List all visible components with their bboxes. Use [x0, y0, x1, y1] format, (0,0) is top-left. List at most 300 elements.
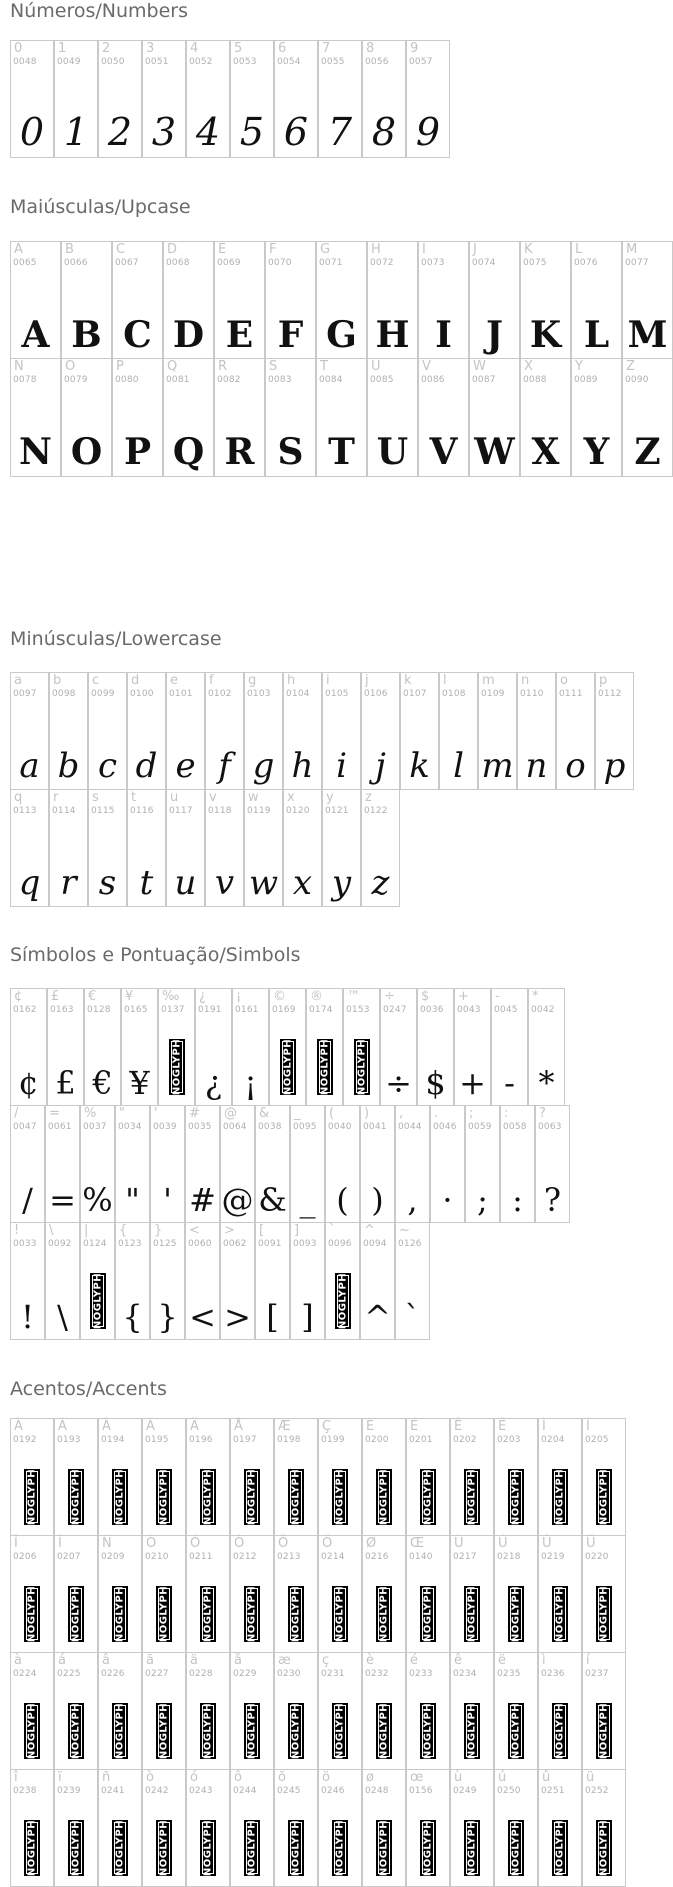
glyph-cell [343, 988, 380, 1106]
glyph-cell [265, 358, 316, 477]
glyph-cell [362, 1535, 406, 1653]
glyph-preview: 3 [151, 110, 177, 154]
character-label: w [248, 790, 259, 805]
glyph-cell [10, 1652, 54, 1770]
noglyph-icon [552, 1703, 568, 1759]
glyph-cell [318, 1769, 362, 1887]
character-label: ç [322, 1653, 330, 1668]
noglyph-text: NOGLYPH [466, 1585, 478, 1643]
section-title: Símbolos e Pontuação/Simbols [10, 944, 301, 966]
character-code: 0126 [398, 1239, 422, 1249]
character-code: 0242 [145, 1786, 169, 1796]
glyph-cell [214, 241, 265, 360]
character-code: 0068 [166, 258, 190, 268]
character-label: N [14, 359, 24, 374]
character-label: a [14, 673, 22, 688]
character-label: À [14, 1419, 23, 1434]
character-label: | [84, 1223, 89, 1238]
glyph-cell [244, 672, 283, 790]
glyph-cell [538, 1535, 582, 1653]
noglyph-text: NOGLYPH [356, 1038, 367, 1096]
glyph-cell [454, 988, 491, 1106]
character-code: 0194 [101, 1435, 125, 1445]
glyph-preview: € [92, 1064, 113, 1102]
glyph-cell [186, 40, 230, 158]
character-code: 0200 [365, 1435, 389, 1445]
character-label: ! [14, 1223, 20, 1238]
noglyph-icon [508, 1469, 524, 1525]
glyph-cell [142, 1418, 186, 1536]
noglyph-icon [244, 1469, 260, 1525]
glyph-cell [274, 1652, 318, 1770]
noglyph-text: NOGLYPH [290, 1585, 302, 1643]
glyph-preview: L [583, 314, 610, 356]
character-label: ê [454, 1653, 462, 1668]
glyph-preview: 6 [283, 110, 309, 154]
glyph-cell [478, 672, 517, 790]
character-label: Î [14, 1536, 18, 1551]
glyph-cell [469, 241, 520, 360]
character-code: 0059 [468, 1122, 492, 1132]
character-label: \ [49, 1223, 54, 1238]
character-code: 0040 [328, 1122, 352, 1132]
glyph-cell [115, 1105, 150, 1223]
noglyph-text: NOGLYPH [114, 1468, 126, 1526]
noglyph-icon [112, 1586, 128, 1642]
glyph-preview: = [49, 1181, 76, 1219]
character-code: 0045 [494, 1005, 518, 1015]
character-code: 0213 [277, 1552, 301, 1562]
character-label: é [410, 1653, 418, 1668]
noglyph-text: NOGLYPH [466, 1702, 478, 1760]
glyph-cell [186, 1652, 230, 1770]
glyph-cell [274, 1535, 318, 1653]
character-code: 0091 [258, 1239, 282, 1249]
glyph-preview: c [97, 746, 118, 786]
character-label: ì [542, 1653, 546, 1668]
character-label: ~ [399, 1223, 410, 1238]
character-label: h [287, 673, 296, 688]
noglyph-icon [376, 1820, 392, 1876]
noglyph-icon [464, 1820, 480, 1876]
character-code: 0049 [57, 57, 81, 67]
character-code: 0050 [101, 57, 125, 67]
noglyph-icon [24, 1820, 40, 1876]
glyph-preview: b [57, 746, 80, 786]
glyph-cell [595, 672, 634, 790]
character-code: 0202 [453, 1435, 477, 1445]
character-label: ; [469, 1106, 474, 1121]
glyph-cell [84, 988, 121, 1106]
glyph-cell [61, 358, 112, 477]
character-code: 0033 [13, 1239, 37, 1249]
glyph-preview: Q [172, 431, 205, 473]
glyph-cell [230, 40, 274, 158]
noglyph-icon [169, 1039, 185, 1095]
noglyph-text: NOGLYPH [554, 1702, 566, 1760]
character-code: 0074 [472, 258, 496, 268]
noglyph-text: NOGLYPH [378, 1819, 390, 1877]
glyph-cell [316, 358, 367, 477]
glyph-preview: X [531, 431, 560, 473]
character-code: 0102 [208, 689, 232, 699]
glyph-preview: E [225, 314, 254, 356]
character-code: 0218 [497, 1552, 521, 1562]
character-label: k [404, 673, 412, 688]
character-code: 0077 [625, 258, 649, 268]
character-code: 0076 [574, 258, 598, 268]
noglyph-icon [288, 1586, 304, 1642]
noglyph-text: NOGLYPH [290, 1702, 302, 1760]
glyph-cell [88, 789, 127, 907]
glyph-cell [582, 1418, 626, 1536]
glyph-cell [98, 1652, 142, 1770]
glyph-preview: t [139, 863, 154, 903]
character-code: 0090 [625, 375, 649, 385]
character-code: 0070 [268, 258, 292, 268]
character-label: = [49, 1106, 60, 1121]
character-code: 0067 [115, 258, 139, 268]
character-code: 0116 [130, 806, 154, 816]
glyph-cell [10, 1769, 54, 1887]
glyph-cell [406, 1418, 450, 1536]
noglyph-text: NOGLYPH [510, 1702, 522, 1760]
character-code: 0224 [13, 1669, 37, 1679]
glyph-cell [10, 1222, 45, 1340]
character-label: S [269, 359, 278, 374]
character-code: 0123 [118, 1239, 142, 1249]
glyph-preview: + [459, 1064, 486, 1102]
glyph-preview: ¡ [244, 1064, 257, 1102]
glyph-preview: ÷ [385, 1064, 412, 1102]
glyph-cell [318, 1652, 362, 1770]
character-code: 0054 [277, 57, 301, 67]
glyph-cell [367, 358, 418, 477]
glyph-cell [538, 1418, 582, 1536]
glyph-cell [163, 241, 214, 360]
glyph-cell [325, 1222, 360, 1340]
character-code: 0226 [101, 1669, 125, 1679]
character-label: ï [58, 1770, 62, 1785]
character-code: 0250 [497, 1786, 521, 1796]
glyph-cell [283, 672, 322, 790]
character-label: y [326, 790, 334, 805]
glyph-cell [450, 1652, 494, 1770]
noglyph-icon [552, 1820, 568, 1876]
character-code: 0227 [145, 1669, 169, 1679]
glyph-cell [142, 1652, 186, 1770]
character-code: 0209 [101, 1552, 125, 1562]
character-label: l [443, 673, 447, 688]
noglyph-text: NOGLYPH [598, 1585, 610, 1643]
glyph-cell [439, 672, 478, 790]
character-label: v [209, 790, 217, 805]
noglyph-icon [464, 1586, 480, 1642]
noglyph-text: NOGLYPH [114, 1702, 126, 1760]
character-label: Í [586, 1419, 590, 1434]
character-code: 0199 [321, 1435, 345, 1445]
character-label: Ã [146, 1419, 155, 1434]
glyph-cell [10, 672, 49, 790]
character-label: } [154, 1223, 163, 1238]
glyph-cell [265, 241, 316, 360]
character-label: 3 [146, 41, 155, 56]
noglyph-icon [335, 1273, 351, 1329]
glyph-cell [10, 1535, 54, 1653]
glyph-cell [417, 988, 454, 1106]
noglyph-icon [112, 1469, 128, 1525]
character-label: q [14, 790, 23, 805]
noglyph-text: NOGLYPH [202, 1585, 214, 1643]
character-code: 0108 [442, 689, 466, 699]
glyph-cell [10, 241, 61, 360]
character-label: n [521, 673, 530, 688]
character-label: G [320, 242, 331, 257]
character-label: t [131, 790, 137, 805]
character-code: 0252 [585, 1786, 609, 1796]
character-label: & [259, 1106, 270, 1121]
noglyph-text: NOGLYPH [422, 1468, 434, 1526]
character-label: Ú [498, 1536, 508, 1551]
character-code: 0035 [188, 1122, 212, 1132]
glyph-preview: i [336, 746, 347, 786]
glyph-cell [112, 241, 163, 360]
glyph-cell [195, 988, 232, 1106]
glyph-cell [361, 789, 400, 907]
glyph-preview: F [277, 314, 304, 356]
character-label: ô [234, 1770, 242, 1785]
character-code: 0217 [453, 1552, 477, 1562]
glyph-preview: ¢ [18, 1064, 39, 1102]
character-label: u [170, 790, 179, 805]
glyph-cell [494, 1535, 538, 1653]
character-code: 0099 [91, 689, 115, 699]
character-code: 0162 [13, 1005, 37, 1015]
section [10, 196, 668, 473]
character-label: ë [498, 1653, 506, 1668]
character-label: R [218, 359, 228, 374]
glyph-cell [406, 40, 450, 158]
character-code: 0083 [268, 375, 292, 385]
noglyph-text: NOGLYPH [246, 1819, 258, 1877]
character-label: D [167, 242, 178, 257]
glyph-cell [98, 1769, 142, 1887]
noglyph-text: NOGLYPH [334, 1468, 346, 1526]
character-label: c [92, 673, 100, 688]
character-label: M [626, 242, 638, 257]
glyph-cell [45, 1105, 80, 1223]
glyph-cell [361, 672, 400, 790]
character-code: 0236 [541, 1669, 565, 1679]
glyph-preview: ^ [364, 1298, 391, 1336]
glyph-cell [491, 988, 528, 1106]
glyph-cell [306, 988, 343, 1106]
noglyph-icon [420, 1820, 436, 1876]
glyph-cell [142, 1769, 186, 1887]
character-label: ) [364, 1106, 370, 1121]
character-code: 0072 [370, 258, 394, 268]
glyph-cell [80, 1222, 115, 1340]
glyph-preview: D [172, 314, 205, 356]
character-code: 0064 [223, 1122, 247, 1132]
character-code: 0161 [235, 1005, 259, 1015]
noglyph-icon [280, 1039, 296, 1095]
glyph-preview: j [375, 746, 386, 786]
glyph-cell [158, 988, 195, 1106]
glyph-cell [98, 1535, 142, 1653]
character-label: # [189, 1106, 200, 1121]
glyph-cell [318, 40, 362, 158]
character-label: Ù [454, 1536, 464, 1551]
character-label: , [399, 1106, 404, 1121]
glyph-preview: P [123, 431, 152, 473]
glyph-preview: A [21, 314, 50, 356]
character-label: A [14, 242, 23, 257]
section-title: Acentos/Accents [10, 1378, 167, 1400]
character-label: 9 [410, 41, 419, 56]
noglyph-icon [244, 1703, 260, 1759]
character-code: 0101 [169, 689, 193, 699]
character-label: £ [51, 989, 60, 1004]
character-code: 0120 [286, 806, 310, 816]
noglyph-icon [508, 1586, 524, 1642]
character-code: 0063 [538, 1122, 562, 1132]
section-title: Números/Numbers [10, 0, 188, 22]
glyph-cell [10, 1418, 54, 1536]
character-code: 0106 [364, 689, 388, 699]
character-code: 0198 [277, 1435, 301, 1445]
character-code: 0165 [124, 1005, 148, 1015]
character-label: É [410, 1419, 419, 1434]
glyph-cell [166, 789, 205, 907]
glyph-cell [205, 789, 244, 907]
glyph-preview: 1 [63, 110, 89, 154]
noglyph-icon [156, 1820, 172, 1876]
glyph-preview: p [603, 746, 626, 786]
glyph-cell [362, 1652, 406, 1770]
noglyph-text: NOGLYPH [158, 1819, 170, 1877]
glyph-cell [98, 40, 142, 158]
glyph-preview: g [252, 746, 275, 786]
glyph-preview: T [328, 431, 355, 473]
glyph-cell [622, 241, 673, 360]
glyph-cell [61, 241, 112, 360]
noglyph-icon [376, 1703, 392, 1759]
glyph-preview: q [18, 863, 41, 903]
noglyph-text: NOGLYPH [26, 1585, 38, 1643]
character-label: ¥ [125, 989, 134, 1004]
character-label: C [116, 242, 126, 257]
glyph-cell [54, 40, 98, 158]
glyph-cell [360, 1222, 395, 1340]
noglyph-icon [508, 1703, 524, 1759]
section [10, 1378, 610, 1877]
character-code: 0206 [13, 1552, 37, 1562]
glyph-preview: 9 [415, 110, 441, 154]
glyph-cell [418, 241, 469, 360]
character-code: 0058 [503, 1122, 527, 1132]
glyph-cell [500, 1105, 535, 1223]
character-code: 0128 [87, 1005, 111, 1015]
character-code: 0247 [383, 1005, 407, 1015]
character-code: 0080 [115, 375, 139, 385]
noglyph-icon [596, 1703, 612, 1759]
noglyph-text: NOGLYPH [598, 1702, 610, 1760]
glyph-preview: 4 [195, 110, 221, 154]
character-code: 0241 [101, 1786, 125, 1796]
glyph-preview: · [442, 1181, 453, 1219]
character-label: * [532, 989, 539, 1004]
glyph-cell [290, 1105, 325, 1223]
character-code: 0124 [83, 1239, 107, 1249]
character-code: 0103 [247, 689, 271, 699]
character-code: 0104 [286, 689, 310, 699]
character-label: ó [190, 1770, 198, 1785]
character-label: . [434, 1106, 439, 1121]
character-code: 0229 [233, 1669, 257, 1679]
noglyph-text: NOGLYPH [246, 1468, 258, 1526]
character-label: e [170, 673, 178, 688]
glyph-preview: N [19, 431, 52, 473]
glyph-preview: z [371, 863, 390, 903]
character-label: á [58, 1653, 66, 1668]
glyph-cell [166, 672, 205, 790]
character-code: 0039 [153, 1122, 177, 1132]
glyph-preview: x [292, 863, 313, 903]
character-code: 0225 [57, 1669, 81, 1679]
glyph-preview: I [435, 314, 452, 356]
noglyph-icon [68, 1703, 84, 1759]
glyph-cell [205, 672, 244, 790]
character-code: 0057 [409, 57, 433, 67]
noglyph-icon [332, 1586, 348, 1642]
glyph-cell [10, 358, 61, 477]
noglyph-icon [596, 1469, 612, 1525]
character-code: 0051 [145, 57, 169, 67]
glyph-cell [269, 988, 306, 1106]
glyph-preview: v [214, 863, 235, 903]
glyph-preview: Y [583, 431, 610, 473]
character-label: V [422, 359, 431, 374]
character-code: 0092 [48, 1239, 72, 1249]
glyph-cell [186, 1418, 230, 1536]
character-code: 0251 [541, 1786, 565, 1796]
noglyph-icon [24, 1469, 40, 1525]
character-code: 0043 [457, 1005, 481, 1015]
glyph-preview: 0 [19, 110, 45, 154]
character-label: â [102, 1653, 110, 1668]
character-code: 0233 [409, 1669, 433, 1679]
character-label: s [92, 790, 99, 805]
glyph-preview: 8 [371, 110, 397, 154]
glyph-preview: - [504, 1064, 515, 1102]
character-code: 0055 [321, 57, 345, 67]
character-code: 0082 [217, 375, 241, 385]
glyph-cell [316, 241, 367, 360]
character-code: 0069 [217, 258, 241, 268]
glyph-cell [54, 1769, 98, 1887]
glyph-cell [244, 789, 283, 907]
character-code: 0042 [531, 1005, 555, 1015]
glyph-preview: _ [299, 1181, 316, 1219]
character-label: / [14, 1106, 19, 1121]
character-code: 0047 [13, 1122, 37, 1132]
character-label: å [234, 1653, 242, 1668]
glyph-cell [255, 1105, 290, 1223]
character-code: 0048 [13, 57, 37, 67]
glyph-cell [450, 1418, 494, 1536]
character-label: 5 [234, 41, 243, 56]
